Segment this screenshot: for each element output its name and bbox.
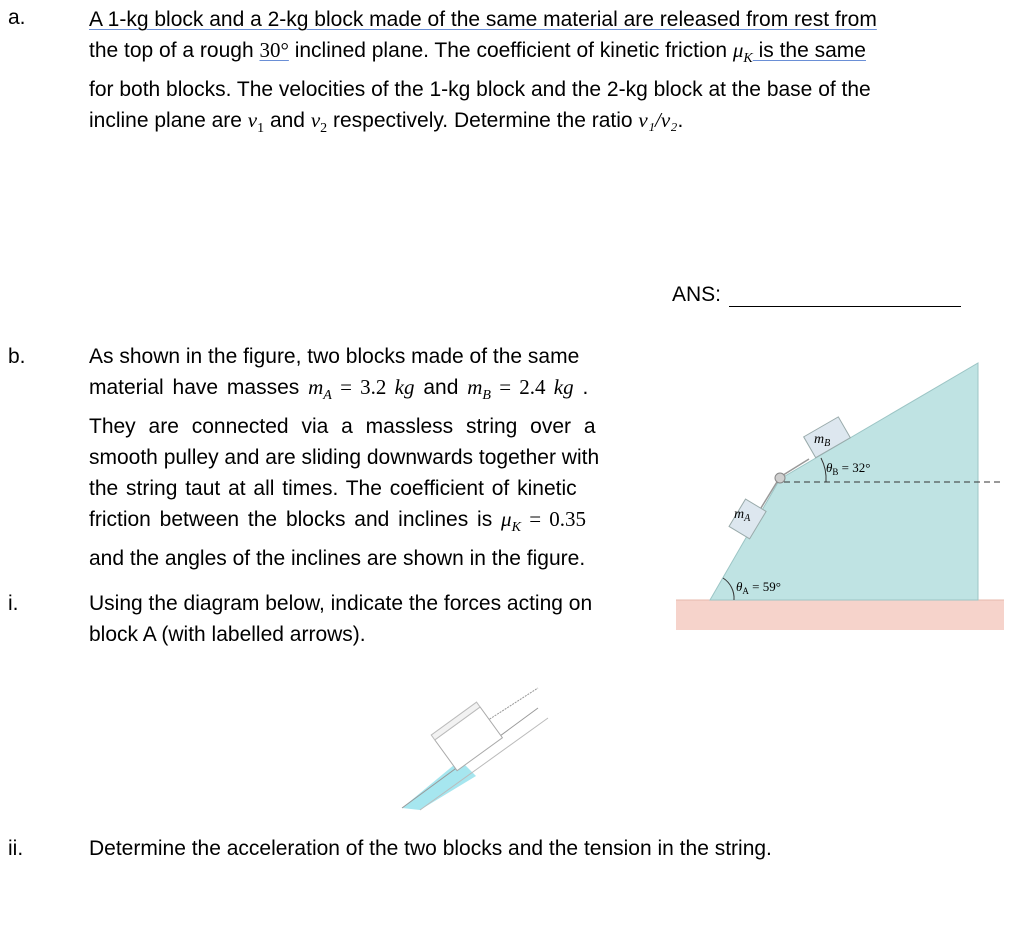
part-ii-label: ii. bbox=[8, 837, 24, 860]
theta-a-label: $\theta_A = 59^\circ$ bbox=[736, 579, 781, 596]
part-b-line-1: As shown in the figure, two blocks made of the same bbox=[89, 345, 580, 368]
part-a-text bbox=[89, 4, 989, 144]
mA-label: $m_A$ bbox=[734, 507, 751, 524]
ground bbox=[676, 600, 1004, 630]
answer-area bbox=[672, 283, 961, 307]
double-incline-figure bbox=[676, 355, 1006, 645]
part-a-line-3: for both blocks. The velocities of the 1-kg block and the 2-kg block at the base of the bbox=[89, 78, 871, 102]
answer-blank[interactable] bbox=[729, 284, 961, 307]
part-ii-text: Determine the acceleration of the two blocks and the tension in the string. bbox=[89, 837, 772, 860]
part-a-label: a. bbox=[8, 6, 26, 29]
part-i-text bbox=[89, 588, 669, 650]
part-b-text bbox=[89, 341, 657, 574]
incline-surface bbox=[402, 760, 476, 810]
part-b-line-3: They are connected via a massless string over a bbox=[89, 415, 596, 439]
part-a-line-2: the top of a rough 30° inclined plane. The coefficient of kinetic friction $\mu_K$ is the same bbox=[89, 38, 866, 67]
ans-label: ANS: bbox=[672, 283, 722, 306]
theta-b-label: $\theta_B = 32^\circ$ bbox=[826, 460, 871, 477]
part-a-line-4: incline plane are $v_1$ and $v_2$ respectively. Determine the ratio v₁/v₂. bbox=[89, 108, 684, 137]
part-a-line-1: A 1-kg block and a 2-kg block made of the same material are released from rest from bbox=[89, 8, 877, 31]
part-b-label: b. bbox=[8, 345, 26, 368]
block-a-small bbox=[431, 702, 502, 771]
part-b-line-7: and the angles of the inclines are shown in the figure. bbox=[89, 547, 586, 571]
block-a-diagram bbox=[396, 682, 556, 812]
string-line bbox=[482, 688, 538, 724]
part-b-line-5: the string taut at all times. The coefficient of kinetic bbox=[89, 477, 577, 501]
part-b-line-2: material have masses $m_A = 3.2$ kg and $m_B = 2.4$ kg . bbox=[89, 375, 589, 404]
part-i-line-2: block A (with labelled arrows). bbox=[89, 623, 366, 646]
part-b-line-6: friction between the blocks and inclines is $\mu_K = 0.35$ bbox=[89, 507, 587, 536]
part-i-line-1: Using the diagram below, indicate the forces acting on bbox=[89, 592, 593, 615]
pulley bbox=[775, 473, 785, 483]
part-i-label: i. bbox=[8, 592, 19, 615]
part-b-line-4: smooth pulley and are sliding downwards together with bbox=[89, 446, 600, 470]
mB-label: $m_B$ bbox=[814, 432, 831, 449]
